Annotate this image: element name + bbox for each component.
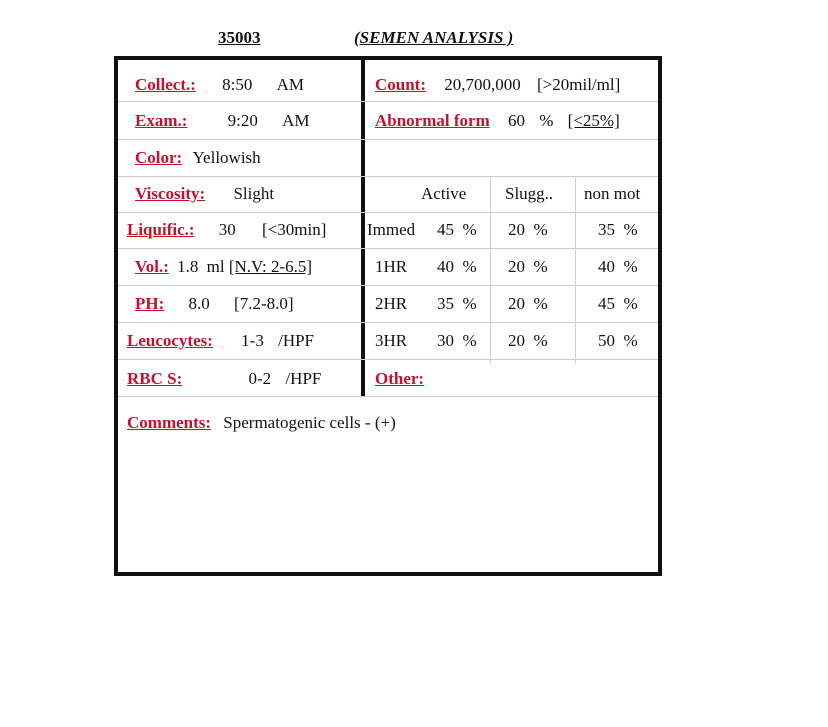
abnormal-range: [<25%]: [567, 111, 620, 130]
row-line: [118, 212, 658, 213]
leucocytes-row: [127, 331, 314, 351]
leucocytes-value: 1-3: [241, 331, 264, 350]
report-number: 35003: [218, 28, 261, 47]
color-row: [135, 148, 261, 168]
motility-header-slugg: Slugg..: [505, 184, 554, 203]
other-row: [375, 369, 424, 389]
vol-value: 1.8: [177, 257, 199, 276]
motility-col-line: [575, 176, 576, 364]
collect-ampm: AM: [276, 75, 305, 94]
row-line: [118, 285, 658, 286]
liquific-range: [<30min]: [262, 220, 327, 239]
motility-header-active: Active: [421, 184, 467, 203]
exam-ampm: AM: [282, 111, 310, 130]
vol-label: Vol.:: [135, 257, 169, 276]
count-row: [375, 75, 620, 95]
motility-slugg: 20 %: [508, 331, 548, 350]
vol-unit: ml: [206, 257, 225, 276]
row-line: [118, 322, 658, 323]
motility-nonmot: 40 %: [598, 257, 638, 276]
collect-label: Collect.:: [135, 75, 196, 94]
count-value: 20,700,000: [444, 75, 521, 94]
comments-row: [127, 413, 396, 433]
comments-value: Spermatogenic cells - (+): [223, 413, 396, 432]
color-label: Color:: [135, 148, 183, 167]
leucocytes-label: Leucocytes:: [127, 331, 213, 350]
motility-time: 2HR: [375, 294, 408, 313]
viscosity-row: [135, 184, 274, 204]
count-range: [>20mil/ml]: [537, 75, 621, 94]
liquific-value: 30: [218, 220, 236, 239]
motility-active: 30 %: [437, 331, 477, 350]
rbcs-label: RBC S:: [127, 369, 183, 388]
liquific-row: [127, 220, 326, 240]
ph-value: 8.0: [188, 294, 210, 313]
motility-slugg: 20 %: [508, 294, 548, 313]
motility-time: 3HR: [375, 331, 408, 350]
collect-row: [135, 75, 304, 95]
motility-nonmot: 45 %: [598, 294, 638, 313]
rbcs-value: 0-2: [248, 369, 272, 388]
rbcs-row: [127, 369, 321, 389]
motility-col-line: [490, 176, 491, 364]
row-line: [118, 248, 658, 249]
vol-range: [N.V: 2-6.5]: [228, 257, 313, 276]
row-line: [118, 359, 658, 360]
viscosity-value: Slight: [233, 184, 275, 203]
motility-header-nonmot: non mot: [584, 184, 641, 203]
abnormal-value: 60: [507, 111, 525, 130]
exam-time: 9:20: [227, 111, 258, 130]
motility-active: 40 %: [437, 257, 477, 276]
row-line: [118, 139, 658, 140]
motility-time: Immed: [367, 220, 416, 239]
liquific-label: Liquific.:: [127, 220, 195, 239]
motility-active: 35 %: [437, 294, 477, 313]
abnormal-row: [375, 111, 620, 131]
rbcs-unit: /HPF: [285, 369, 322, 388]
leucocytes-unit: /HPF: [278, 331, 315, 350]
analysis-box: [114, 56, 662, 576]
other-label: Other:: [375, 369, 425, 388]
motility-nonmot: 35 %: [598, 220, 638, 239]
ph-row: [135, 294, 294, 314]
motility-time: 1HR: [375, 257, 408, 276]
color-value: Yellowish: [192, 148, 261, 167]
ph-range: [7.2-8.0]: [234, 294, 294, 313]
motility-slugg: 20 %: [508, 257, 548, 276]
row-line: [118, 176, 658, 177]
exam-label: Exam.:: [135, 111, 188, 130]
row-line: [118, 101, 658, 102]
abnormal-label: Abnormal form: [375, 111, 490, 130]
motility-slugg: 20 %: [508, 220, 548, 239]
exam-row: [135, 111, 310, 131]
motility-active: 45 %: [437, 220, 477, 239]
comments-label: Comments:: [127, 413, 212, 432]
motility-nonmot: 50 %: [598, 331, 638, 350]
column-divider: [361, 60, 365, 396]
count-label: Count:: [375, 75, 427, 94]
ph-label: PH:: [135, 294, 165, 313]
row-line: [118, 396, 658, 397]
viscosity-label: Viscosity:: [135, 184, 206, 203]
abnormal-unit: %: [539, 111, 554, 130]
collect-time: 8:50: [222, 75, 253, 94]
vol-row: [135, 257, 312, 277]
report-title: (SEMEN ANALYSIS ): [354, 28, 514, 47]
